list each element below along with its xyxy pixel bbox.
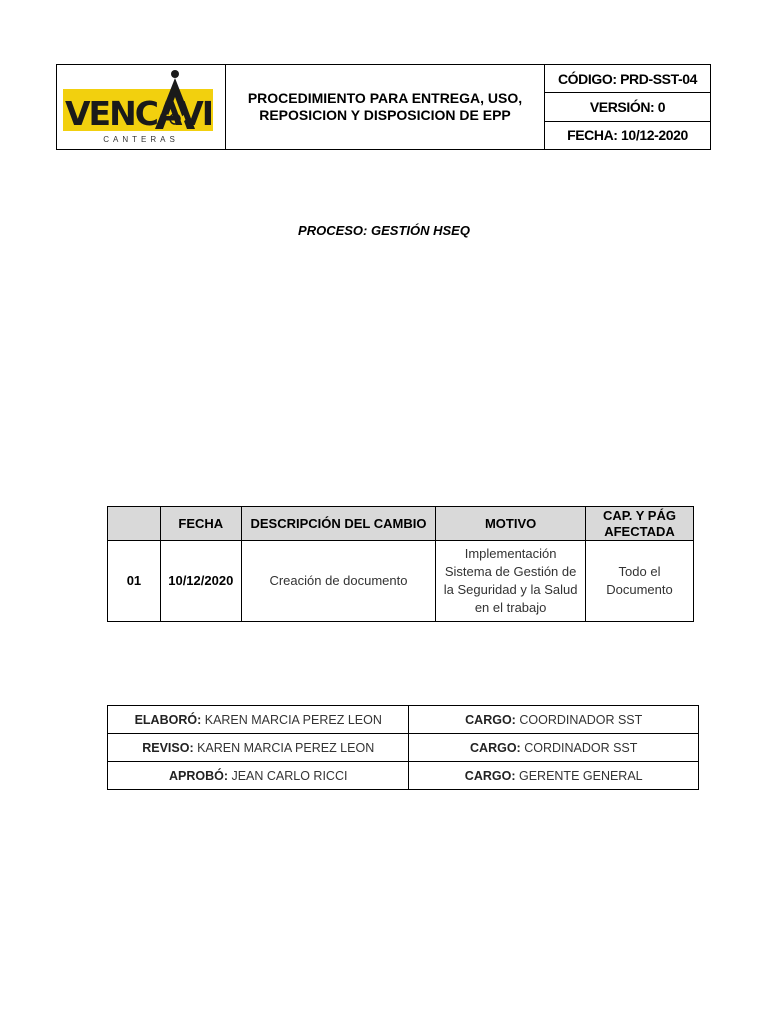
col-header-number: [108, 507, 161, 541]
aprobo-cargo: GERENTE GENERAL: [518, 768, 643, 783]
table-header-row: [108, 507, 694, 541]
reviso-cargo-cell: [409, 734, 699, 762]
change-control-table: [107, 506, 694, 622]
col-header-fecha: FECHA: [160, 507, 241, 541]
elaboro-cargo: COORDINADOR SST: [519, 712, 643, 727]
col-header-capitulo: CAP. Y PÁG AFECTADA: [585, 507, 693, 541]
process-heading: PROCESO: GESTIÓN HSEQ: [298, 223, 470, 238]
cargo-label: CARGO:: [465, 712, 516, 727]
table-row: [108, 734, 699, 762]
aprobo-cell: [108, 762, 409, 790]
document-meta: [545, 65, 710, 149]
document-title: PROCEDIMIENTO PARA ENTREGA, USO, REPOSICION Y DISPOSICION DE EPP: [226, 65, 545, 149]
document-header: [56, 64, 711, 150]
table-row: [108, 541, 694, 622]
cell-motivo: Implementación Sistema de Gestión de la Seguridad y la Salud en el trabajo: [436, 541, 586, 622]
elaboro-name: KAREN MARCIA PEREZ LEON: [204, 712, 382, 727]
approval-table: [107, 705, 699, 790]
aprobo-name: JEAN CARLO RICCI: [231, 768, 348, 783]
company-logo: [57, 65, 226, 149]
col-header-descripcion: DESCRIPCIÓN DEL CAMBIO: [241, 507, 436, 541]
elaboro-cell: [108, 706, 409, 734]
aprobo-cargo-cell: [409, 762, 699, 790]
col-header-motivo: MOTIVO: [436, 507, 586, 541]
cargo-label: CARGO:: [470, 740, 521, 755]
aprobo-label: APROBÓ:: [168, 768, 228, 783]
reviso-cell: [108, 734, 409, 762]
document-code: CÓDIGO: PRD-SST-04: [557, 70, 698, 87]
cargo-label: CARGO:: [464, 768, 516, 783]
logo-subtitle: CANTERAS: [103, 135, 179, 144]
cell-fecha: 10/12/2020: [160, 541, 241, 622]
table-row: [108, 762, 699, 790]
cell-number: 01: [108, 541, 161, 622]
table-row: [108, 706, 699, 734]
reviso-cargo: CORDINADOR SST: [524, 740, 638, 755]
elaboro-cargo-cell: [409, 706, 699, 734]
reviso-label: REVISO:: [142, 740, 194, 755]
document-date: FECHA: 10/12-2020: [545, 121, 710, 149]
cell-capitulo: Todo el Documento: [585, 541, 693, 622]
elaboro-label: ELABORÓ:: [134, 712, 202, 727]
logo-wordmark: VENCAVI: [65, 94, 213, 133]
cell-descripcion: Creación de documento: [241, 541, 436, 622]
document-version: VERSIÓN: 0: [545, 92, 710, 120]
reviso-name: KAREN MARCIA PEREZ LEON: [197, 740, 375, 755]
